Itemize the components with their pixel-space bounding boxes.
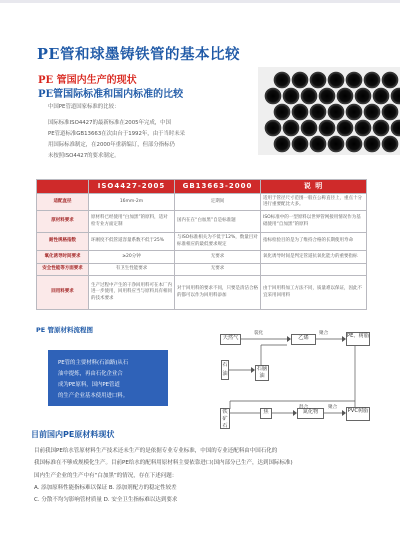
section-title-raw-material-status: 目前国内PE原材料现状 xyxy=(31,430,115,439)
iso-cell: 生产过程中产生的干净回用料可在本厂内进一步使用，回用料应当与原料具有相同的技术要求 xyxy=(89,276,175,310)
gb-cell: 国内在在“白加黑”自是标准题 xyxy=(175,211,261,233)
note-line: PE管的主要材料(石油路)从石 xyxy=(58,360,129,366)
flow-connectors xyxy=(0,3,400,550)
intro-line: 未按照ISO4427的要求制定。 xyxy=(48,153,120,159)
row-label: 氧化诱导时间要求 xyxy=(37,251,89,264)
section-title-standards-comparison: PE管国际标准和国内标准的比较 xyxy=(38,89,184,100)
intro-line: 中国PE管道国家标准的比较： xyxy=(48,104,120,110)
intro-line: 国际标准ISO4427的最新标准在2005年完成，中国 xyxy=(48,120,171,126)
node-pvc: PVC树脂 xyxy=(346,407,370,421)
note-cell: 由于回用料加工方法不同，质量难以保证，因此不宜采用回用料 xyxy=(261,276,367,310)
row-label: 安全性能等方面要求 xyxy=(37,264,89,276)
table-header-cell: GB13663-2000 xyxy=(175,180,261,194)
iso-cell: 环刚度不低管道容量系数不低于25% xyxy=(89,233,175,251)
node-oil: 石油 xyxy=(221,360,229,380)
page-title: PE管和球墨铸铁管的基本比较 xyxy=(37,46,240,63)
node-iron-ore: 铁矿石 xyxy=(220,408,230,429)
node-ethylene: 乙烯 xyxy=(291,334,316,345)
intro-line: 用国际标准制定，在2000年重新编订，但部分指标仍 xyxy=(48,142,175,148)
arrow-label-crack: 裂化 xyxy=(254,331,264,336)
note-cell: ISO标准中的一型原料以世界管网接用情况作为基础使用“自加黑”的原料 xyxy=(261,211,367,233)
note-line: 成为PE原料，国内PE管道 xyxy=(58,382,120,388)
row-label: 适配直径 xyxy=(37,194,89,211)
row-label: 原材料要求 xyxy=(37,211,89,233)
note-line: 的生产企业基本使用进口料。 xyxy=(58,393,129,399)
arrow-label-polymer: 聚合 xyxy=(328,405,338,410)
row-label: 耐性规格指数 xyxy=(37,233,89,251)
gb-cell: 对于回用料的要求不同，只要是清洁合格的都可以作为回用料添加 xyxy=(175,276,261,310)
flow-chart-title: PE 管原材料流程图 xyxy=(36,326,93,334)
node-pe-pellet: PE、树脂 xyxy=(346,332,370,346)
body-line: 国内生产企业的生产中有“白加黑”的情况，存在下述问题： xyxy=(34,473,178,479)
iso-cell: ≥20分钟 xyxy=(89,251,175,264)
intro-line: PE管道标准GB13663在次由台于1992年，由于当时未采 xyxy=(48,131,186,137)
row-label: 回用料要求 xyxy=(37,276,89,310)
body-line: 我国标准在不够成规模化生产。目前PE给水的配料用原材料主要依靠进口(国内部分已生产，达到国际标准) xyxy=(34,460,293,466)
note-cell: 适用于管径尺寸范围一般在公称直径上，重点十分进行重要配比大多。 xyxy=(261,194,367,211)
gb-cell: 无要求 xyxy=(175,264,261,276)
note-line: 油中提炼，再由石化企业合 xyxy=(58,371,123,377)
note-cell: 指标检验目的是为了维持合格的长期使用寿命 xyxy=(261,233,367,251)
body-line: 目前我国PE给水管原材料生产技术还未生产的是依据专业专业标准，中国的专业还配料由中国石化的 xyxy=(34,448,278,454)
arrow-label-poly: 聚合 xyxy=(319,331,329,336)
node-coke: 焦 xyxy=(260,408,272,419)
body-line: C. 分散不均匀影响管材质量 D. 安全卫生指标难以达到要求 xyxy=(34,497,178,503)
iso-cell: 16mm-2m xyxy=(89,194,175,211)
iso-cell: 原材料已经使用“白加黑”的原料，适对检专业方面定制 xyxy=(89,211,175,233)
table-header-cell: ISO4427-2005 xyxy=(89,180,175,194)
gb-cell: 与ISO标准相关为不低于12%，数量目对标准相应的最低要求规定 xyxy=(175,233,261,251)
section-title-domestic-status: PE 管国内生产的现状 xyxy=(38,75,137,86)
table-header-cell: 说 明 xyxy=(261,180,367,194)
gb-cell: 定期间 xyxy=(175,194,261,211)
note-cell: 氧化诱导时间是判定管道抗氧化能力的重要指标 xyxy=(261,251,367,264)
body-line: A. 添加原料性能指标难以保证 B. 添加剂配方的稳定性较差 xyxy=(34,485,177,491)
node-natural-gas: 天然气 xyxy=(220,334,241,345)
gb-cell: 无要求 xyxy=(175,251,261,264)
node-naphtha: 石脑油 xyxy=(256,366,268,379)
iso-cell: 有卫生性能要求 xyxy=(89,264,175,276)
node-nitride: 氮化物 xyxy=(297,408,324,419)
